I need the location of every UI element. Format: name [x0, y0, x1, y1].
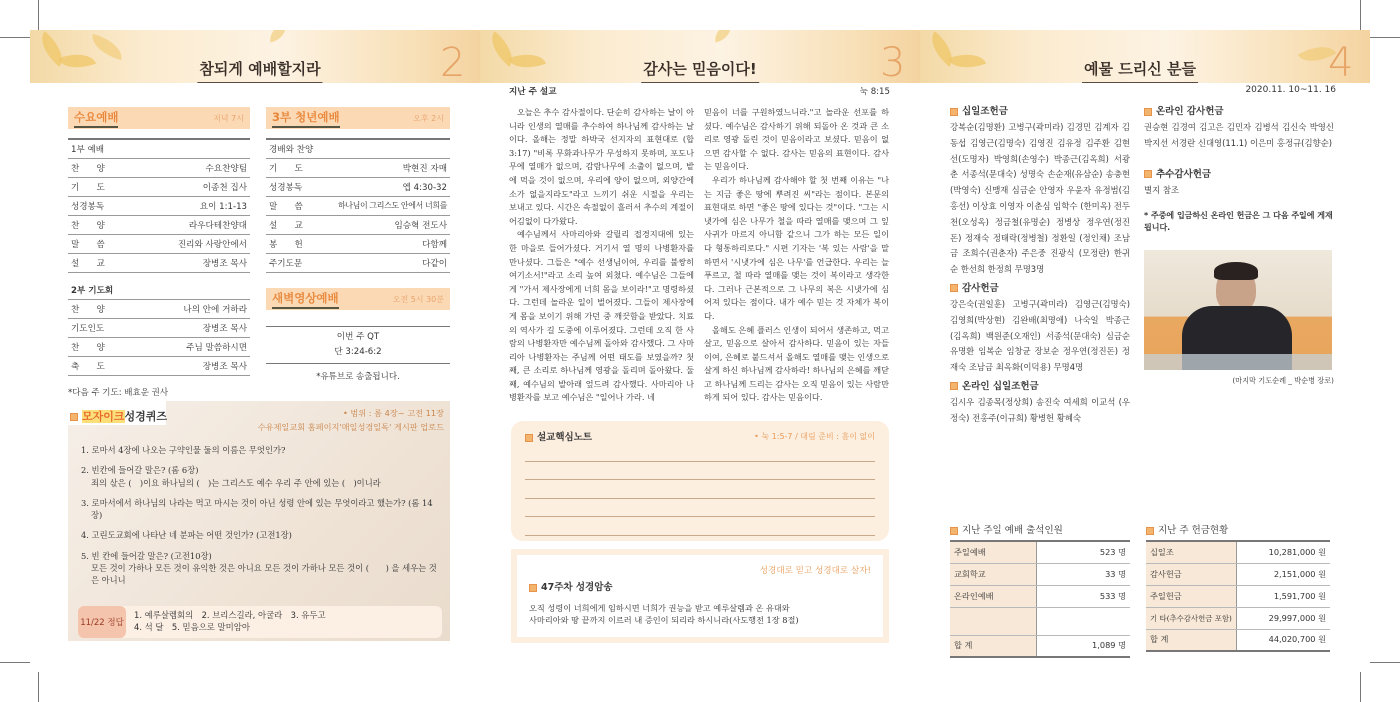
row-value: 임승혁 전도사: [313, 215, 450, 234]
row-value: 박현진 자매: [313, 158, 450, 177]
row-value: 다같이: [313, 253, 450, 272]
row-label: 설 교: [68, 253, 131, 272]
sermon-column-2: [704, 106, 889, 405]
attendance-value: 523 명: [1036, 541, 1130, 563]
podium: [1144, 354, 1332, 370]
tithe-title: 십일조헌금: [962, 106, 1008, 117]
wednesday-service: [68, 107, 250, 398]
row-value: 수요찬양팀: [131, 158, 250, 177]
row-value: 이종천 집사: [131, 177, 250, 196]
quiz-question-detail: 모든 것이 가하나 모든 것이 유익한 것은 아니요 모든 것이 가하나 모든 것이 ( ) 을 세우는 것은 아니니: [91, 563, 437, 586]
attendance-label: [950, 607, 1036, 635]
person-hair: [1214, 262, 1258, 280]
bullet-icon: [1146, 527, 1154, 535]
sermon-note-box: [511, 421, 889, 541]
bullet-icon: [525, 434, 533, 442]
bullet-icon: [950, 382, 958, 390]
row-label: 주기도문: [266, 253, 313, 272]
harvest-title: 추수감사헌금: [1156, 168, 1212, 180]
youth-order-table: [266, 138, 450, 273]
row-value: 장병조 목사: [134, 319, 250, 338]
memory-verse: [529, 602, 871, 626]
youtube-note: *유튜브로 송출됩니다.: [316, 372, 400, 382]
quiz-question: 2. 빈칸에 들어갈 말은? (롬 6장): [81, 465, 199, 476]
offering-value: 2,151,000 원: [1236, 563, 1330, 585]
answer-line: 1. 예루살렘회의 2. 브리스길라, 아굴라 3. 유두고: [134, 610, 326, 620]
row-label: 봉 헌: [266, 234, 313, 253]
crop-mark: [1370, 662, 1400, 663]
header-band-page3: [480, 30, 920, 83]
attendance-section: [950, 522, 1130, 658]
crop-mark: [1360, 0, 1361, 30]
row-value: 주님 말씀하시면: [134, 338, 250, 357]
prayer-meeting-table: [68, 281, 250, 377]
qt-label: 이번 주 QT: [336, 332, 380, 342]
sermon-paragraph: 올해도 은혜 플러스 인생이 되어서 생존하고, 먹고 살고, 믿음으로 살아서 감사하다. 믿음이 있는 자들이여, 은혜로 붙드셔서 올해도 열매를 맺는 인생으로 살게 하신 하나님께 감사하라! 하나님의 은혜를 깨닫고 하나님께 드리는 감사는 오직 믿음이 있는 사람만 하게 되어 있다. 감사는 믿음이다.: [704, 324, 889, 403]
bullet-icon: [1144, 108, 1152, 116]
attendance-title: 지난 주일 예배 출석인원: [962, 525, 1063, 536]
row-label: 기도인도: [68, 319, 134, 338]
header-band-page4: [920, 30, 1370, 83]
section-title: 새벽영상예배: [272, 290, 339, 309]
quiz-question: 1. 로마서 4장에 나오는 구약인물 둘의 이름은 무엇인가?: [81, 445, 286, 455]
sermon-paragraph: 믿음이 너를 구원하였느니라."고 놀라운 선포를 하셨다. 예수님은 감사하기 위해 되돌아 온 것과 큰 소리로 영광 돌린 것이 믿음이라고 보셨다. 믿음이 없으면 감사할 수 없다. 감사는 믿음의 표현이다. 감사는 믿음이다.: [704, 107, 889, 172]
wednesday-order-table: [68, 138, 250, 273]
answer-label: 11/22 정답: [78, 606, 126, 638]
page-title: 참되게 예배할지라: [197, 58, 322, 83]
memory-slogan: 성경대로 믿고 성경대로 살자!: [759, 566, 871, 576]
group-label: 1부 예배: [68, 139, 250, 158]
note-line[interactable]: [525, 480, 875, 499]
page-number: 2: [440, 40, 466, 83]
quiz-question: 4. 고린도교회에 나타난 네 분파는 어떤 것인가? (고전1장): [81, 530, 292, 541]
verse-line: 사마리아와 땅 끝까지 이르러 내 증인이 되리라 하시니라(사도행전 1장 8절): [529, 615, 799, 625]
row-label: 성경봉독: [68, 196, 131, 215]
row-label: 찬 양: [68, 300, 134, 319]
quiz-question: 5. 빈 칸에 들어갈 말은? (고전10장): [81, 550, 212, 561]
offering-value: 10,281,000 원: [1236, 541, 1330, 563]
bullet-icon: [529, 584, 537, 592]
verse-line: 오직 성령이 너희에게 임하시면 너희가 권능을 받고 예루살렘과 온 유대와: [529, 603, 790, 613]
note-line[interactable]: [525, 517, 875, 536]
section-title: 수요예배: [74, 109, 118, 128]
bible-quiz: [68, 401, 450, 641]
row-label: 기 도: [68, 177, 131, 196]
row-value: 라우다테찬양대: [131, 215, 250, 234]
page-title: 감사는 믿음이다!: [641, 58, 759, 83]
section-time: 오전 5시 30분: [392, 294, 444, 304]
note-box-meta: • 눅 1:5-7 / 대림 준비 : 흠이 없이: [754, 431, 875, 441]
section-time: 오후 2시: [413, 113, 444, 123]
memory-title: 47주차 성경암송: [541, 582, 613, 593]
quiz-title-text: 성경퀴즈: [124, 410, 168, 423]
page-2: [30, 83, 480, 683]
tithe-names: 강복순(김명환) 고병구(곽미라) 김경민 김계자 김동섭 김영근(김명숙) 김영진 김유정 김주환 김현선(도명자) 박영희(손영수) 박종근(김옥희) 서광춘 서종석(문대숙) 성명숙 손순재(유삼순) 송충현(박영숙) 신맹재 심금순 안영자 우윤자 유정범(김홍선) 이상효 이영자 이춘심 임학수 (한미옥) 전두천(오성옥) 정금철(유명순) 정병상 정우연(정진돈) 정재숙 정태락(정병철) 정환일 (정인채) 조남금 조희수(권춘자) 주은중 진광식 (모정란) 한귀순 한선희 한정희 무명3명: [950, 122, 1130, 275]
row-value: 다함께: [313, 234, 450, 253]
page-number: 4: [1328, 40, 1354, 83]
bullet-icon: [950, 527, 958, 535]
section-time: 저녁 7시: [213, 113, 244, 123]
date-range: 2020.11. 10~11. 16: [1245, 85, 1336, 95]
row-value: 요이 1:1-13: [131, 196, 250, 215]
offering-value: 1,591,700 원: [1236, 585, 1330, 607]
sermon-label: 지난 주 설교: [509, 87, 557, 97]
row-label: 축 도: [68, 357, 134, 376]
attendance-value: 33 명: [1036, 563, 1130, 585]
attendance-value: 533 명: [1036, 585, 1130, 607]
prayer-photo: [1144, 250, 1332, 370]
row-label: 말 씀: [68, 234, 131, 253]
online-offering-note: * 주중에 입금하신 온라인 헌금은 그 다음 주일에 게재됩니다.: [1144, 211, 1333, 233]
header-band-page2: [30, 30, 480, 83]
row-label: 찬 양: [68, 215, 131, 234]
attendance-table: [950, 540, 1130, 658]
row-value: 진리와 사랑안에서: [131, 234, 250, 253]
section-header: [266, 288, 450, 310]
photo-caption: (마지막 기도순례 _ 박순병 장로): [1232, 376, 1334, 386]
quiz-answer-box: [78, 606, 442, 638]
thanks-names: 강은숙(권일훈) 고병구(곽미라) 김영근(김명숙) 김영희(박상현) 김완배(최명애) 나숙일 박종근 (김옥희) 백원준(오재인) 서종석(문대숙) 심금순 유명환 임복순 임창균 장보순 정우연(정진돈) 정재숙 조남금 최옥화(이덕용) 무명4명: [950, 298, 1130, 373]
offering-table: [1146, 540, 1330, 652]
sermon-column-1: [509, 106, 694, 405]
online-tithe-title: 온라인 십일조헌금: [962, 380, 1039, 392]
quiz-questions: [81, 444, 441, 587]
bullet-icon: [950, 108, 958, 116]
harvest-names: 별지 참조: [1144, 184, 1180, 195]
quiz-range: • 범위 : 롬 4장~ 고전 11장: [342, 408, 444, 418]
next-prayer-note: *다음 주 기도: 배효운 권사: [68, 388, 169, 398]
online-thanks-title: 온라인 감사헌금: [1156, 106, 1224, 117]
note-line[interactable]: [525, 462, 875, 481]
attendance-total-label: 합 계: [950, 635, 1036, 657]
section-header: [266, 107, 450, 129]
online-tithe-names: 김시우 김종목(정상희) 송진숙 여세희 이교석 (우정숙) 전홍주(이규희) 황병헌 황혜숙: [950, 396, 1130, 423]
group-label: 경배와 찬양: [266, 139, 450, 158]
offerings-right: [1144, 103, 1334, 386]
quiz-question-detail: 죄의 삯은 ( )이요 하나님의 ( )는 그리스도 예수 우리 주 안에 있는 ( )이니라: [91, 477, 381, 488]
bullet-icon: [1144, 170, 1152, 178]
quiz-question: 3. 로마서에서 하나님의 나라는 먹고 마시는 것이 아닌 성령 안에 있는 무엇이라고 했는가? (롬 14장): [81, 497, 433, 521]
row-value: 장병조 목사: [131, 253, 250, 272]
youth-service: [266, 107, 450, 273]
online-thanks-names: 권승현 김경여 김고은 김민자 김병석 김신숙 박영신 박지선 서경란 신대영(11.1) 이은미 홍정규(김향순): [1144, 122, 1334, 148]
attendance-total-value: 1,089 명: [1036, 635, 1130, 657]
section-title: 3부 청년예배: [272, 109, 340, 128]
row-label: 찬 양: [68, 338, 134, 357]
sermon-paragraph: 예수님께서 사마리아와 갈릴리 접경지대에 있는 한 마을로 들어가셨다. 거기서 열 명의 나병환자를 만나셨다. 그들은 "예수 선생님이여, 우리를 불쌍히 여기소서!"라고 소리 높여 외쳤다. 예수님은 그들에게 "가서 제사장에게 너희 몸을 보이라!"고 명령하셨다. 그런데 놀라운 일이 벌어졌다. 그들이 제사장에게 몸을 보이기 위해 가던 중 깨끗함을 받았다. 치료의 역사가 길 도중에 이루어졌다. 그런데 오직 한 사람의 나병환자만 예수님께 돌아와 감사했다. 그 사마리아 나병환자는 주님께 어떤 태도를 보였을까? 첫째, 큰 소리로 하나님께 영광을 돌리며 돌아왔다. 둘째, 예수님의 발아래 엎드려 감사했다. 사마리아 나병환자를 보고 예수님은 "일어나 가라. 네: [509, 229, 694, 403]
page-title: 예물 드리신 분들: [1082, 58, 1198, 83]
thanks-title: 감사헌금: [962, 282, 999, 294]
attendance-value: [1036, 607, 1130, 635]
row-label: 설 교: [266, 215, 313, 234]
attendance-label: 온라인예배: [950, 585, 1036, 607]
offering-total-value: 44,020,700 원: [1236, 629, 1330, 651]
offering-total-label: 합 계: [1146, 629, 1236, 651]
page-number: 3: [880, 40, 906, 83]
bullet-icon: [70, 413, 78, 421]
offering-label: 십일조: [1146, 541, 1236, 563]
crop-mark: [38, 0, 39, 30]
row-label: 성경봉독: [266, 177, 313, 196]
note-line[interactable]: [525, 443, 875, 462]
page-4: [920, 83, 1370, 683]
attendance-label: 교회학교: [950, 563, 1036, 585]
offering-label: 기 타(추수감사헌금 포함): [1146, 607, 1236, 629]
quiz-title: [70, 408, 167, 424]
offering-title: 지난 주 헌금현황: [1158, 525, 1229, 536]
row-value: 엡 4:30-32: [313, 177, 450, 196]
note-box-title: 설교핵심노트: [537, 432, 593, 443]
dawn-service: [266, 288, 450, 382]
offering-label: 감사헌금: [1146, 563, 1236, 585]
crop-mark: [0, 662, 30, 663]
qt-info: [266, 326, 450, 364]
sermon-reference: 눅 8:15: [859, 87, 890, 97]
offerings-left: [950, 103, 1130, 427]
row-value: 장병조 목사: [134, 357, 250, 376]
row-label: 찬 양: [68, 158, 131, 177]
bullet-icon: [950, 284, 958, 292]
row-label: 말 씀: [266, 196, 313, 215]
qt-range: 단 3:24-6:2: [334, 347, 382, 357]
sermon-paragraph: 오늘은 추수 감사절이다. 단순히 감사하는 날이 아니라 인생의 열매를 추수하여 하나님께 감사하는 날이다. 올해는 정말 하박국 선지자의 표현대로 (합 3:17) "비록 무화과나무가 무성하지 못하며, 포도나무에 열매가 없으며, 감람나무에 소출이 없으며, 밭에 먹을 것이 없으며, 우리에 양이 없으며, 외양간에 소가 없을지라도"라고 느끼기 쉬운 시절을 우리는 보내고 있다. 시간은 속절없이 흘러서 추수의 계절이 어김없이 다가왔다.: [509, 107, 694, 226]
offering-summary-section: [1146, 522, 1330, 652]
memory-verse-box: [511, 549, 889, 643]
note-box-header: [525, 429, 875, 443]
answers: [134, 610, 326, 633]
page-3: [480, 83, 920, 683]
row-label: 기 도: [266, 158, 313, 177]
group-label: 2부 기도회: [68, 281, 250, 300]
quiz-upload-note: 수유제일교회 홈페이지'매일성경일독' 게시판 업로드: [257, 422, 444, 432]
answer-line: 4. 석 달 5. 믿음으로 말미암아: [134, 621, 250, 632]
attendance-label: 주일예배: [950, 541, 1036, 563]
row-value: 나의 안에 거하라: [134, 300, 250, 319]
crop-mark: [0, 37, 30, 38]
offering-label: 주일헌금: [1146, 585, 1236, 607]
crop-mark: [1370, 37, 1400, 38]
note-line[interactable]: [525, 499, 875, 518]
offering-value: 29,997,000 원: [1236, 607, 1330, 629]
quiz-title-mosaic: 모자이크: [82, 410, 125, 423]
sermon-paragraph: 우리가 하나님께 감사해야 할 첫 번째 이유는 "나는 지금 좋은 땅에 뿌려진 씨"라는 점이다. 본문의 표현대로 하면 "좋은 땅에 있다는 것"이다. "그는 시냇가에 심은 나무가 철을 따라 열매를 맺으며 그 잎사귀가 마르지 아니함 같으니 그가 하는 모든 일이 다 형통하리로다." 시편 기자는 '복 있는 사람'을 말하면서 '시냇가에 심은 나무'를 언급한다. 우리는 늘 푸르고, 철 따라 열매를 맺는 것이 복이라고 생각한다. 그러나 근본적으로 그 나무의 복은 시냇가에 심어져 있다는 점이다. 내가 예수 믿는 것 자체가 복이다.: [704, 174, 889, 321]
row-value: 하나님이 그리스도 안에서 너희를: [313, 196, 450, 215]
section-header: [68, 107, 250, 129]
